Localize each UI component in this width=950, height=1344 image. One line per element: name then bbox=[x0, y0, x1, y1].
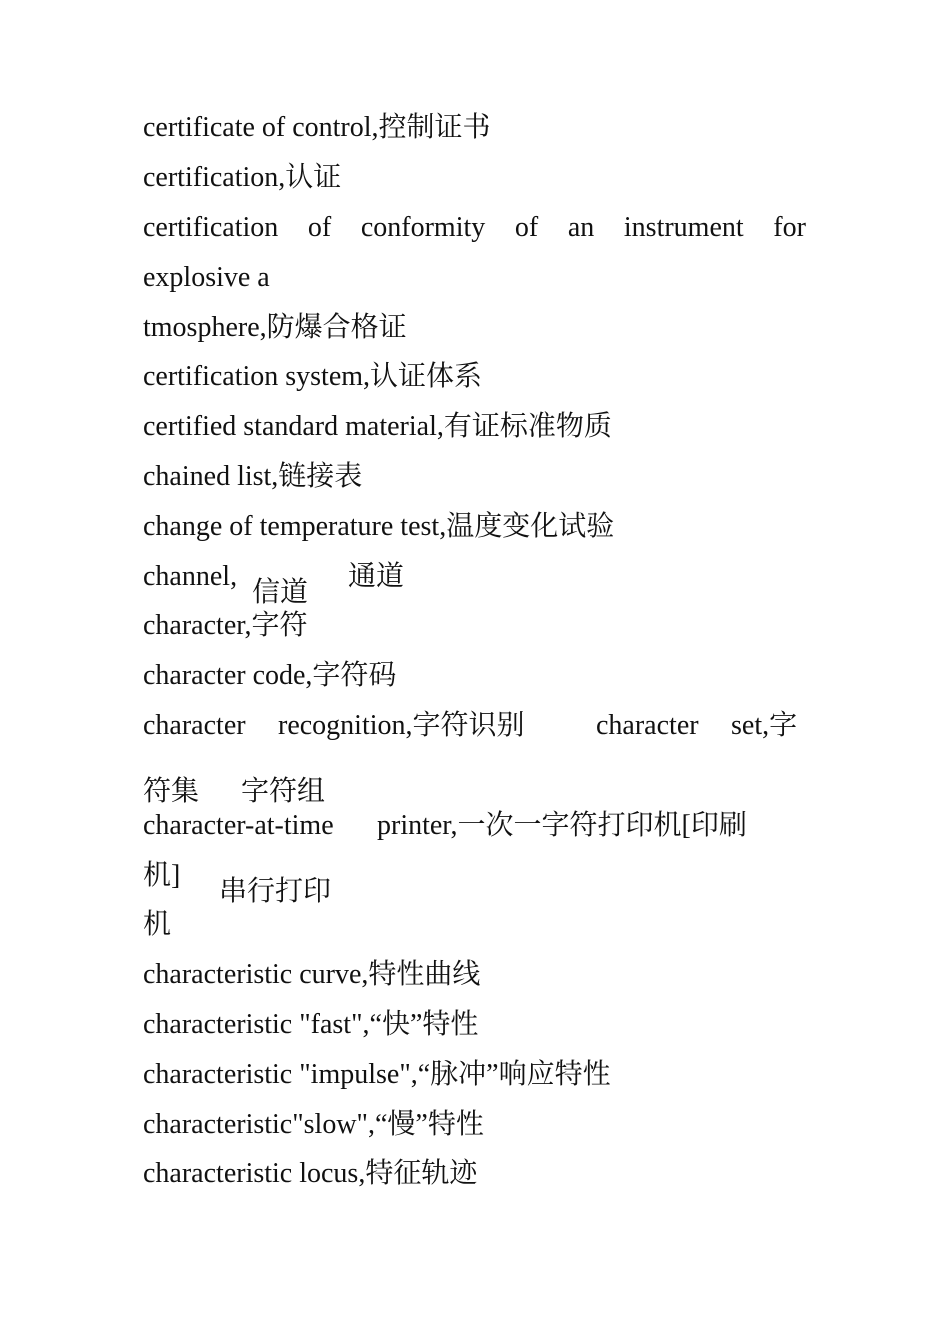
word: instrument bbox=[623, 212, 744, 243]
word: conformity bbox=[360, 212, 486, 243]
entry-character-set-part2: set,字 bbox=[731, 710, 798, 741]
word: certification bbox=[143, 212, 279, 243]
entry-character-at-time-line3: 机 bbox=[143, 909, 172, 940]
entry-character-code: character code,字符码 bbox=[143, 660, 397, 691]
entry-character-set-term2: 字符组 bbox=[241, 776, 326, 807]
entry-channel-term1: 信道 bbox=[252, 577, 309, 608]
entry-characteristic-locus: characteristic locus,特征轨迹 bbox=[143, 1158, 478, 1189]
entry-character: character,字符 bbox=[143, 610, 308, 641]
entry-channel-term2: 通道 bbox=[348, 561, 405, 592]
entry-certification: certification,认证 bbox=[143, 162, 342, 193]
entry-certification-of-conformity bbox=[143, 211, 806, 245]
entry-characteristic-fast: characteristic "fast",“快”特性 bbox=[143, 1009, 479, 1040]
entry-characteristic-slow: characteristic"slow",“慢”特性 bbox=[143, 1109, 484, 1140]
entry-certification-of-conformity-line2: explosive a bbox=[143, 262, 270, 293]
entry-character-at-time-part1: character-at-time bbox=[143, 810, 334, 841]
word: of bbox=[307, 212, 332, 243]
entry-character-set-part1: character bbox=[596, 710, 699, 741]
word: of bbox=[514, 212, 539, 243]
entry-characteristic-impulse: characteristic "impulse",“脉冲”响应特性 bbox=[143, 1059, 611, 1090]
entry-characteristic-curve: characteristic curve,特性曲线 bbox=[143, 959, 481, 990]
entry-certification-of-conformity-line3: tmosphere,防爆合格证 bbox=[143, 312, 407, 343]
word: for bbox=[773, 212, 806, 243]
entry-character-recognition-part1: character bbox=[143, 710, 246, 741]
entry-character-at-time-term2: 串行打印 bbox=[219, 876, 332, 907]
entry-chained-list: chained list,链接表 bbox=[143, 461, 363, 492]
entry-character-at-time-line2: 机] bbox=[143, 860, 181, 891]
entry-character-at-time-part2: printer,一次一字符打印机[印刷 bbox=[377, 810, 747, 841]
entry-certification-system: certification system,认证体系 bbox=[143, 361, 483, 392]
entry-character-recognition-part2: recognition,字符识别 bbox=[278, 710, 525, 741]
entry-character-set-cont: 符集 bbox=[143, 776, 200, 807]
entry-channel: channel, bbox=[143, 561, 238, 592]
entry-certificate-of-control: certificate of control,控制证书 bbox=[143, 112, 491, 143]
entry-certified-standard-material: certified standard material,有证标准物质 bbox=[143, 411, 612, 442]
entry-change-of-temperature-test: change of temperature test,温度变化试验 bbox=[143, 511, 615, 542]
word: an bbox=[567, 212, 595, 243]
